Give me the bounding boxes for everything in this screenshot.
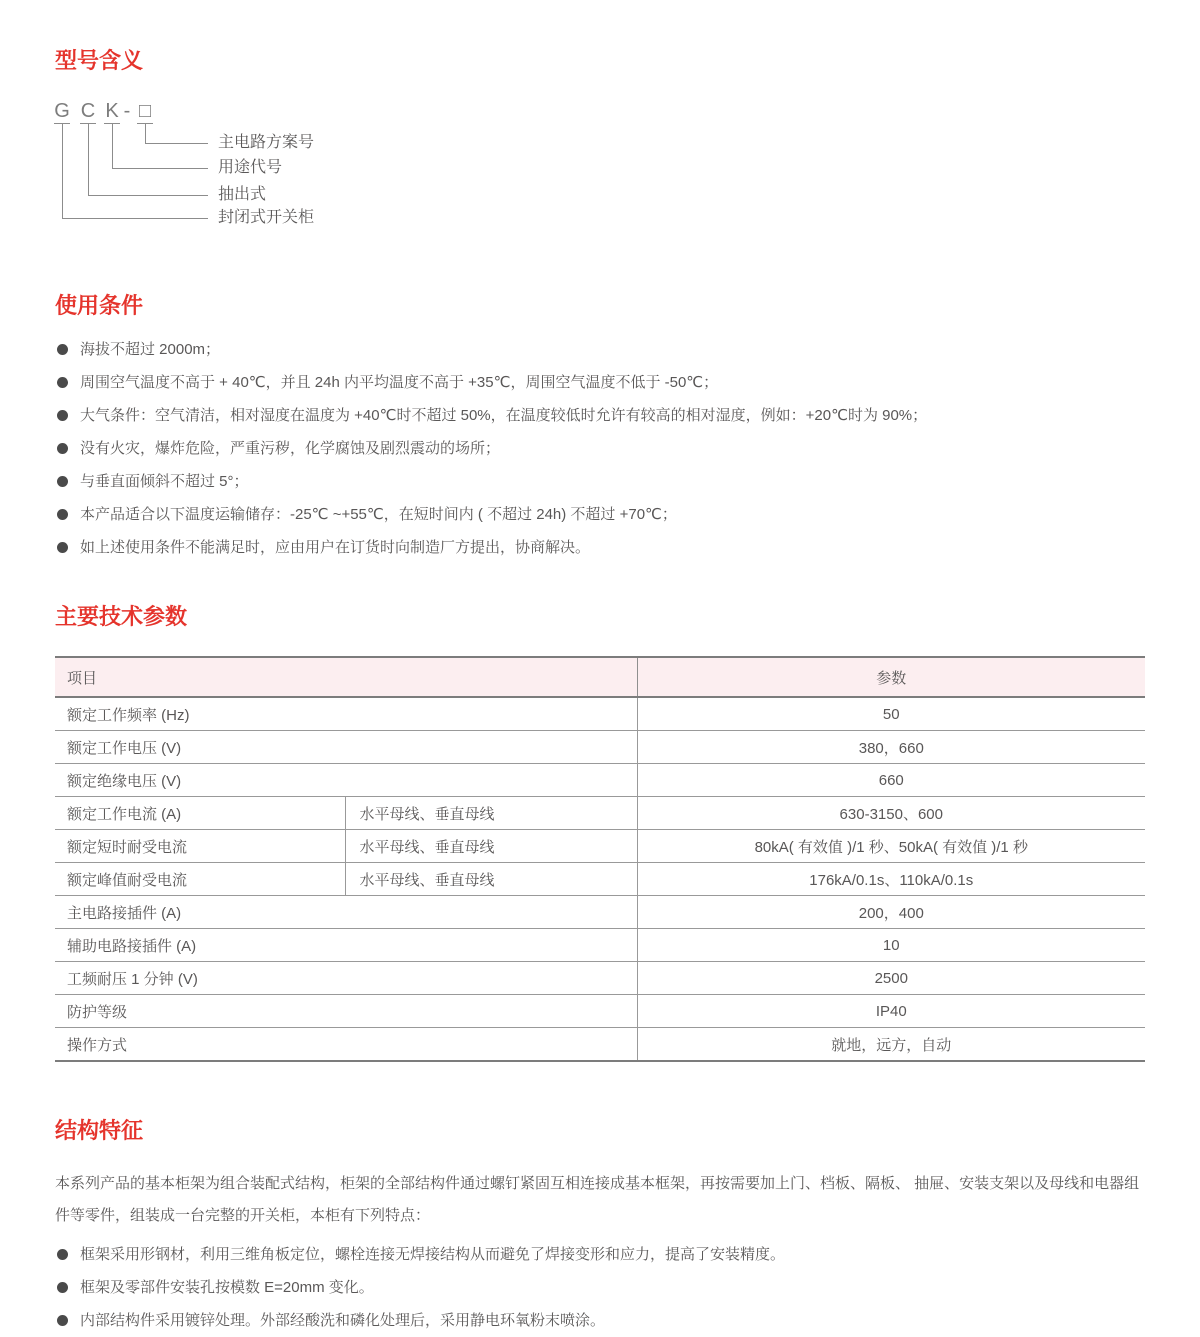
feature-item-text: 框架采用形钢材，利用三维角板定位，螺栓连接无焊接结构从而避免了焊接变形和应力，提高了安装精度。	[80, 1246, 786, 1263]
table-header-row	[55, 657, 1145, 697]
model-code-letter: C	[80, 100, 96, 122]
placeholder-box-icon: □	[138, 100, 152, 122]
condition-item	[55, 531, 1145, 564]
param-name-cell: 操作方式	[55, 1028, 637, 1062]
section-title-conditions: 使用条件	[55, 293, 144, 318]
table-row	[55, 896, 1145, 929]
code-meaning-label: 封闭式开关柜	[218, 209, 315, 226]
param-bus-cell: 水平母线、垂直母线	[345, 830, 637, 863]
param-name-cell: 额定峰值耐受电流	[55, 863, 345, 896]
param-name-cell: 额定绝缘电压 (V)	[55, 764, 637, 797]
code-meaning-label: 抽出式	[218, 186, 267, 203]
param-name-cell: 额定工作电流 (A)	[55, 797, 345, 830]
param-name-cell: 额定短时耐受电流	[55, 830, 345, 863]
param-value-cell: 380，660	[637, 731, 1145, 764]
bullet-icon	[57, 542, 68, 553]
param-name-cell: 防护等级	[55, 995, 637, 1028]
feature-item-text: 框架及零部件安装孔按模数 E=20mm 变化。	[80, 1279, 374, 1296]
feature-item	[55, 1238, 1145, 1271]
section-title-parameters: 主要技术参数	[55, 604, 188, 629]
param-value-cell: 630-3150、600	[637, 797, 1145, 830]
param-name-cell: 主电路接插件 (A)	[55, 896, 637, 929]
section-title-model: 型号含义	[55, 48, 144, 73]
param-value-cell: 2500	[637, 962, 1145, 995]
bullet-icon	[57, 410, 68, 421]
param-value-cell: 80kA( 有效值 )/1 秒、50kA( 有效值 )/1 秒	[637, 830, 1145, 863]
model-code-diagram	[55, 100, 1145, 235]
condition-item	[55, 432, 1145, 465]
table-row	[55, 830, 1145, 863]
condition-item-text: 如上述使用条件不能满足时，应由用户在订货时向制造厂方提出，协商解决。	[80, 539, 591, 556]
param-bus-cell: 水平母线、垂直母线	[345, 797, 637, 830]
condition-item-text: 海拔不超过 2000m；	[80, 341, 221, 358]
param-name-cell: 工频耐压 1 分钟 (V)	[55, 962, 637, 995]
bullet-icon	[57, 476, 68, 487]
bullet-icon	[57, 377, 68, 388]
param-value-cell: 就地，远方，自动	[637, 1028, 1145, 1062]
param-value-cell: 200，400	[637, 896, 1145, 929]
condition-item	[55, 399, 1145, 432]
condition-item-text: 周围空气温度不高于 + 40℃，并且 24h 内平均温度不高于 +35℃，周围空气温度不低于 -50℃；	[80, 374, 719, 391]
connector-line	[62, 123, 208, 219]
bullet-icon	[57, 1249, 68, 1260]
code-meaning-label: 主电路方案号	[218, 134, 315, 151]
model-code-letter: K	[105, 100, 119, 122]
table-header-value: 参数	[637, 657, 1145, 697]
condition-item-text: 本产品适合以下温度运输储存：-25℃ ~+55℃，在短时间内 ( 不超过 24h) 不超过 +70℃；	[80, 506, 677, 523]
feature-item-text: 内部结构件采用镀锌处理。外部经酸洗和磷化处理后，采用静电环氧粉末喷涂。	[80, 1312, 606, 1329]
table-row	[55, 995, 1145, 1028]
model-code-letter: G	[54, 100, 70, 122]
parameters-table	[55, 656, 1145, 1062]
param-value-cell: 176kA/0.1s、110kA/0.1s	[637, 863, 1145, 896]
conditions-list	[55, 333, 1145, 564]
param-bus-cell: 水平母线、垂直母线	[345, 863, 637, 896]
section-title-structure: 结构特征	[55, 1118, 144, 1143]
hyphen-separator: -	[123, 100, 131, 122]
table-row	[55, 731, 1145, 764]
table-row	[55, 962, 1145, 995]
condition-item	[55, 366, 1145, 399]
param-name-cell: 额定工作电压 (V)	[55, 731, 637, 764]
bullet-icon	[57, 1315, 68, 1326]
bullet-icon	[57, 509, 68, 520]
param-value-cell: 50	[637, 697, 1145, 731]
bullet-icon	[57, 344, 68, 355]
table-row	[55, 1028, 1145, 1062]
table-row	[55, 797, 1145, 830]
table-header-item: 项目	[55, 657, 637, 697]
bullet-icon	[57, 1282, 68, 1293]
condition-item	[55, 498, 1145, 531]
condition-item-text: 大气条件：空气清洁，相对湿度在温度为 +40℃时不超过 50%，在温度较低时允许有较高的相对湿度，例如：+20℃时为 90%；	[80, 407, 928, 424]
code-meaning-label: 用途代号	[218, 159, 283, 176]
feature-item	[55, 1271, 1145, 1304]
condition-item	[55, 465, 1145, 498]
param-value-cell: 10	[637, 929, 1145, 962]
param-name-cell: 额定工作频率 (Hz)	[55, 697, 637, 731]
table-row	[55, 697, 1145, 731]
bullet-icon	[57, 443, 68, 454]
param-value-cell: IP40	[637, 995, 1145, 1028]
structure-features-list	[55, 1238, 1145, 1337]
param-value-cell: 660	[637, 764, 1145, 797]
table-row	[55, 764, 1145, 797]
structure-intro-paragraph: 本系列产品的基本柜架为组合装配式结构，柜架的全部结构件通过螺钉紧固互相连接成基本框架，再按需要加上门、档板、隔板、 抽屉、安装支架以及母线和电器组件等零件，组装成一台完整的开关柜，本柜有下列特点：	[55, 1175, 1140, 1224]
param-name-cell: 辅助电路接插件 (A)	[55, 929, 637, 962]
condition-item-text: 没有火灾，爆炸危险，严重污秽，化学腐蚀及剧烈震动的场所；	[80, 440, 501, 457]
table-row	[55, 863, 1145, 896]
condition-item-text: 与垂直面倾斜不超过 5°；	[80, 473, 249, 490]
feature-item	[55, 1304, 1145, 1337]
table-row	[55, 929, 1145, 962]
condition-item	[55, 333, 1145, 366]
